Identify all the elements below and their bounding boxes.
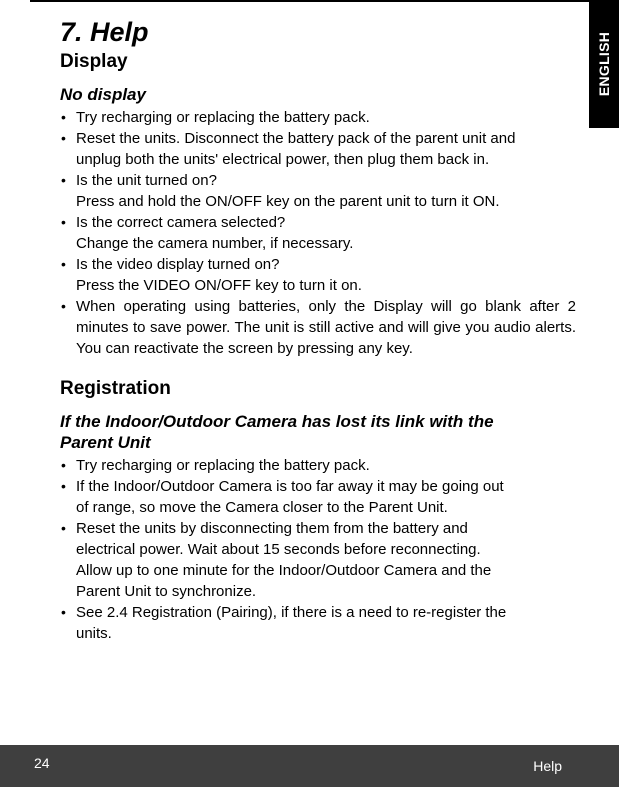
list-item-line: • See 2.4 Registration (Pairing), if there is a need to re-register the: [76, 604, 507, 621]
list-item: [60, 254, 576, 296]
list-item-line: Parent Unit to synchronize.: [76, 583, 257, 600]
list-item-line: Press the VIDEO ON/OFF key to turn it on.: [76, 277, 362, 294]
list-item-line: • Is the unit turned on?: [76, 172, 217, 189]
list-item-line: • Is the correct camera selected?: [76, 214, 286, 231]
page-number: 24: [34, 755, 50, 771]
subtitle-lost-link: [60, 411, 576, 453]
list-item-line: • Reset the units. Disconnect the battery pack of the parent unit and: [76, 130, 516, 147]
page-footer: [0, 745, 619, 787]
list-item: [60, 212, 576, 254]
section-title-display: Display: [60, 51, 128, 72]
footer-section-label: Help: [533, 758, 562, 774]
list-item-line: units.: [76, 625, 112, 642]
list-item: [60, 170, 576, 212]
list-item-line: Allow up to one minute for the Indoor/Outdoor Camera and the: [76, 562, 492, 579]
list-item: [60, 455, 576, 476]
page-content: [60, 16, 576, 644]
language-tab: [589, 0, 619, 128]
registration-bullet-list: [60, 455, 576, 644]
list-item-line: Press and hold the ON/OFF key on the parent unit to turn it ON.: [76, 193, 500, 210]
chapter-title: 7. Help: [60, 17, 149, 47]
list-item-line: of range, so move the Camera closer to the Parent Unit.: [76, 499, 448, 516]
subtitle-no-display: No display: [60, 85, 146, 104]
subtitle-line: If the Indoor/Outdoor Camera has lost its link with the: [60, 412, 494, 431]
list-item-line: Change the camera number, if necessary.: [76, 235, 354, 252]
subtitle-line: Parent Unit: [60, 433, 151, 452]
list-item-line: • Reset the units by disconnecting them from the battery and: [76, 520, 468, 537]
list-item-line: electrical power. Wait about 15 seconds before reconnecting.: [76, 541, 481, 558]
list-item-line: unplug both the units' electrical power, then plug them back in.: [76, 151, 490, 168]
list-item: [60, 128, 576, 170]
list-item-line: • Is the video display turned on?: [76, 256, 280, 273]
section-title-registration: Registration: [60, 378, 171, 399]
top-rule: [30, 0, 619, 2]
list-item-line: • Try recharging or replacing the battery pack.: [76, 457, 370, 474]
list-item: • When operating using batteries, only the Display will go blank after 2 minutes to save power. The unit is still active and will give you audio alerts. You can reactivate the screen by pressing any key.: [60, 296, 576, 359]
list-item: [60, 518, 576, 602]
list-item: [60, 107, 576, 128]
list-item: [60, 602, 576, 644]
list-item: [60, 476, 576, 518]
list-item-line: • Try recharging or replacing the battery pack.: [76, 109, 370, 126]
display-bullet-list: [60, 107, 576, 359]
language-tab-label: ENGLISH: [596, 31, 612, 97]
list-item-line: • If the Indoor/Outdoor Camera is too far away it may be going out: [76, 478, 504, 495]
